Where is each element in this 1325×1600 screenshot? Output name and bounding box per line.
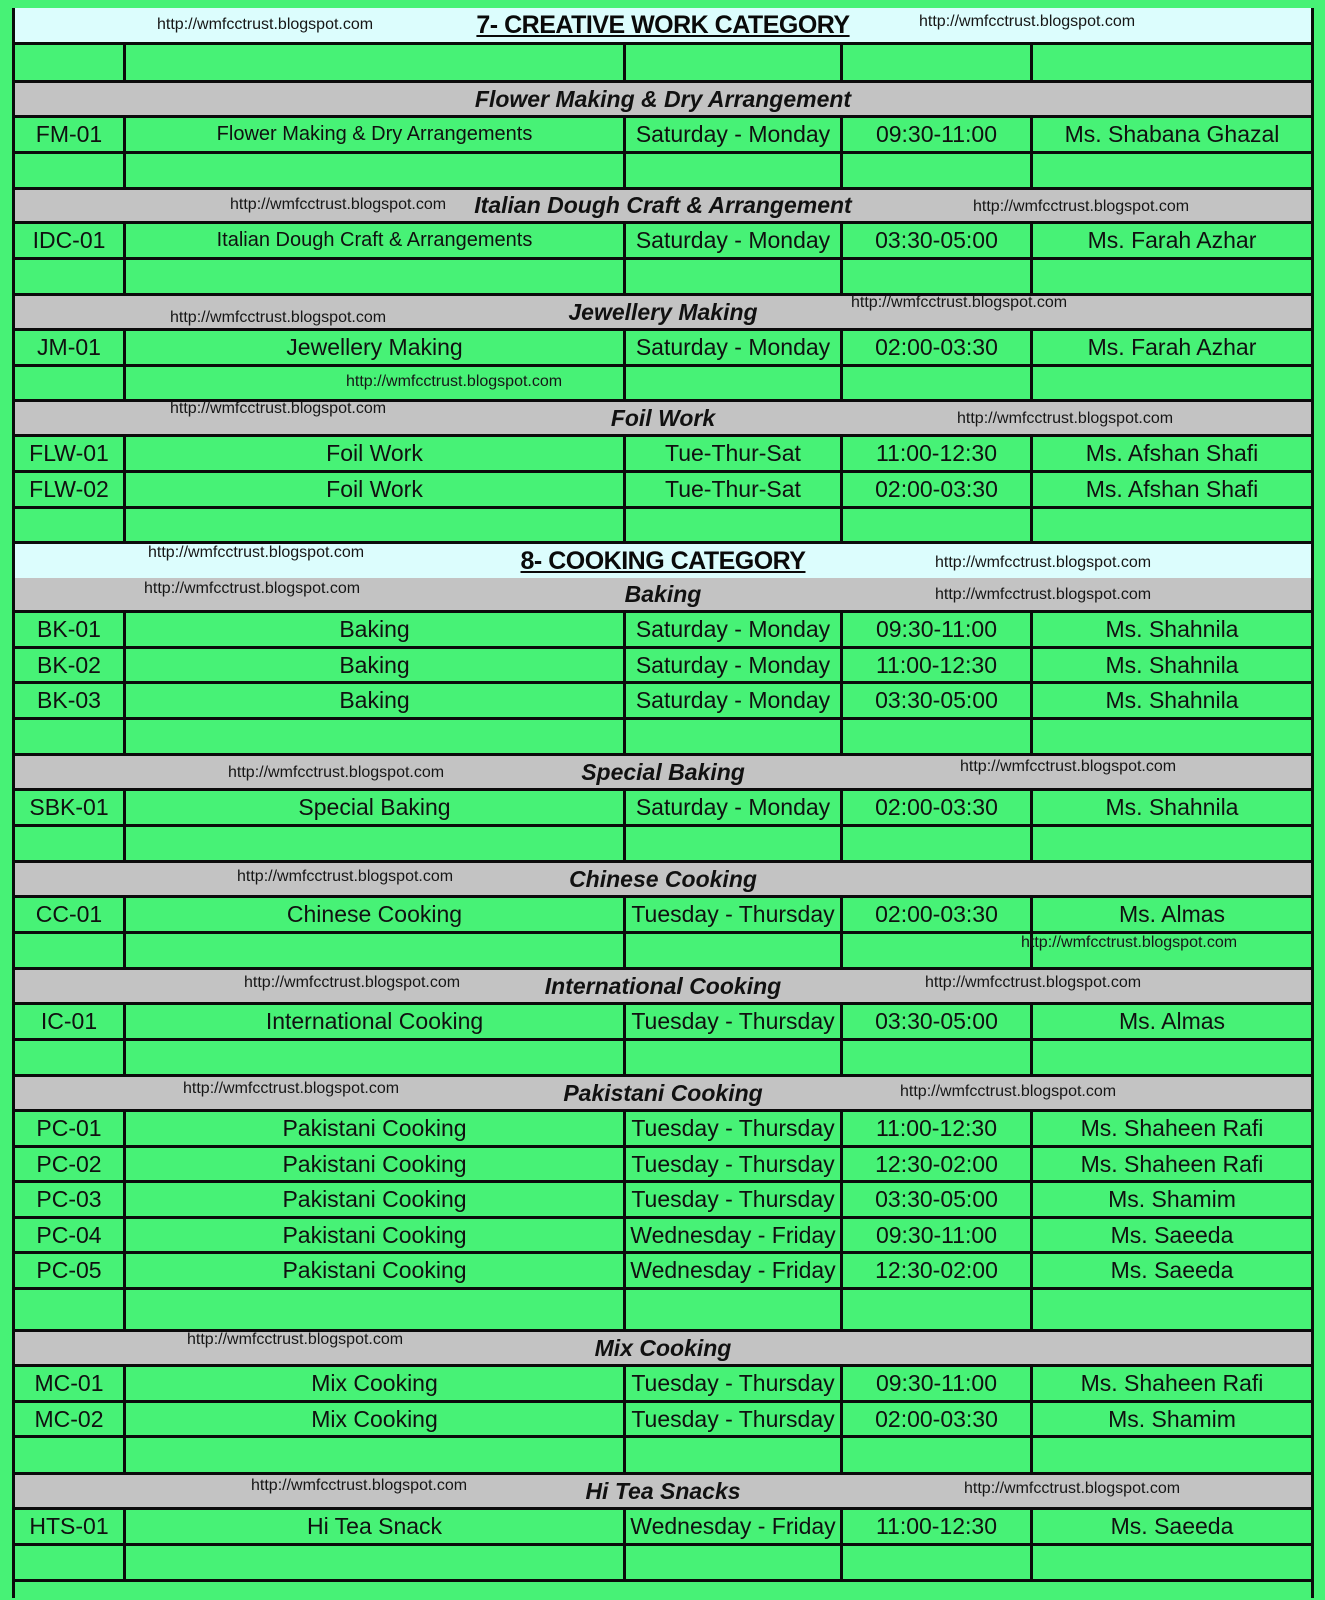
watermark: http://wmfcctrust.blogspot.com xyxy=(960,758,1177,775)
section-row-foil xyxy=(15,402,1311,437)
course-days: Tue-Thur-Sat xyxy=(626,473,843,506)
watermark: http://wmfcctrust.blogspot.com xyxy=(851,294,1068,311)
course-days: Tuesday - Thursday xyxy=(626,898,843,931)
course-title: Hi Tea Snack xyxy=(126,1510,626,1543)
watermark: http://wmfcctrust.blogspot.com xyxy=(170,309,387,326)
course-days: Saturday - Monday xyxy=(626,224,843,257)
section-title-international: International Cooking xyxy=(544,972,782,999)
watermark: http://wmfcctrust.blogspot.com xyxy=(170,400,387,417)
table-row xyxy=(15,1112,1311,1148)
course-teacher: Ms. Shaheen Rafi xyxy=(1080,1150,1264,1177)
table-row xyxy=(15,331,1311,367)
table-row xyxy=(15,1403,1311,1438)
course-time: 12:30-02:00 xyxy=(843,1254,1033,1287)
course-time: 03:30-05:00 xyxy=(843,684,1033,717)
course-teacher: Ms. Shahnila xyxy=(1105,651,1239,678)
course-title: Special Baking xyxy=(126,791,626,824)
course-time: 09:30-11:00 xyxy=(843,1219,1033,1251)
course-teacher: Ms. Saeeda xyxy=(1110,1513,1234,1539)
table-row xyxy=(15,473,1311,509)
table-row xyxy=(15,1219,1311,1254)
course-teacher: Ms. Saeeda xyxy=(1110,1257,1234,1283)
section-row-international xyxy=(15,970,1311,1005)
course-code: MC-02 xyxy=(15,1403,126,1435)
empty-row xyxy=(15,1438,1311,1475)
course-code: SBK-01 xyxy=(15,791,126,824)
empty-row xyxy=(15,934,1311,970)
course-code: HTS-01 xyxy=(15,1510,126,1543)
section-title-flower: Flower Making & Dry Arrangement xyxy=(474,85,852,112)
empty-row xyxy=(15,45,1311,83)
section-title-pakistani: Pakistani Cooking xyxy=(563,1079,763,1106)
course-title: Chinese Cooking xyxy=(126,898,626,931)
course-code: IC-01 xyxy=(15,1005,126,1038)
course-days: Tue-Thur-Sat xyxy=(626,437,843,470)
watermark: http://wmfcctrust.blogspot.com xyxy=(148,544,365,561)
course-title: Pakistani Cooking xyxy=(126,1219,626,1251)
course-time: 03:30-05:00 xyxy=(843,1005,1033,1038)
course-days: Wednesday - Friday xyxy=(626,1219,843,1251)
course-title: Baking xyxy=(126,649,626,681)
course-title: Italian Dough Craft & Arrangements xyxy=(126,224,626,257)
course-teacher: Ms. Almas xyxy=(1118,901,1226,927)
course-time: 02:00-03:30 xyxy=(843,898,1033,931)
course-days: Saturday - Monday xyxy=(626,684,843,717)
watermark: http://wmfcctrust.blogspot.com xyxy=(919,13,1136,30)
empty-row xyxy=(15,827,1311,863)
section-row-baking xyxy=(15,578,1311,613)
table-row xyxy=(15,1148,1311,1183)
watermark: http://wmfcctrust.blogspot.com xyxy=(157,16,374,33)
empty-row xyxy=(15,1290,1311,1332)
course-time: 09:30-11:00 xyxy=(843,613,1033,646)
course-teacher: Ms. Afshan Shafi xyxy=(1085,440,1259,466)
course-code: BK-03 xyxy=(15,684,126,717)
watermark: http://wmfcctrust.blogspot.com xyxy=(346,373,563,390)
table-row xyxy=(15,1183,1311,1219)
course-code: FLW-02 xyxy=(15,473,126,506)
course-title: Foil Work xyxy=(126,437,626,470)
empty-row xyxy=(15,1546,1311,1582)
course-days: Wednesday - Friday xyxy=(626,1254,843,1287)
category-title-creative: 7- CREATIVE WORK CATEGORY xyxy=(476,10,850,39)
course-time: 11:00-12:30 xyxy=(843,437,1033,470)
empty-row xyxy=(15,1041,1311,1077)
course-teacher: Ms. Shamim xyxy=(1108,1186,1236,1212)
watermark: http://wmfcctrust.blogspot.com xyxy=(935,554,1152,571)
course-title: Mix Cooking xyxy=(126,1403,626,1435)
table-row xyxy=(15,649,1311,684)
course-time: 02:00-03:30 xyxy=(843,1403,1033,1435)
watermark: http://wmfcctrust.blogspot.com xyxy=(244,974,461,991)
course-code: PC-01 xyxy=(15,1112,126,1145)
course-code: PC-04 xyxy=(15,1219,126,1251)
section-title-hitea: Hi Tea Snacks xyxy=(585,1477,741,1504)
course-code: PC-02 xyxy=(15,1148,126,1180)
course-time: 11:00-12:30 xyxy=(843,1510,1033,1543)
course-time: 02:00-03:30 xyxy=(843,791,1033,824)
category-title-cooking: 8- COOKING CATEGORY xyxy=(520,546,806,575)
course-code: BK-02 xyxy=(15,649,126,681)
course-title: Pakistani Cooking xyxy=(126,1254,626,1287)
course-teacher: Ms. Shahnila xyxy=(1105,794,1239,820)
section-row-dough xyxy=(15,190,1311,224)
course-title: Jewellery Making xyxy=(126,331,626,364)
section-row-flower xyxy=(15,83,1311,118)
watermark: http://wmfcctrust.blogspot.com xyxy=(1021,934,1238,951)
watermark: http://wmfcctrust.blogspot.com xyxy=(925,974,1142,991)
table-row xyxy=(15,437,1311,473)
watermark: http://wmfcctrust.blogspot.com xyxy=(144,580,361,597)
course-teacher: Ms. Shaheen Rafi xyxy=(1080,1115,1264,1141)
course-days: Tuesday - Thursday xyxy=(626,1148,843,1180)
course-time: 02:00-03:30 xyxy=(843,473,1033,506)
section-title-special-baking: Special Baking xyxy=(581,758,745,785)
section-title-dough: Italian Dough Craft & Arrangement xyxy=(474,192,852,218)
table-row xyxy=(15,898,1311,934)
course-time: 11:00-12:30 xyxy=(843,1112,1033,1145)
category-row-creative xyxy=(15,8,1311,45)
course-teacher: Ms. Farah Azhar xyxy=(1087,227,1257,253)
course-teacher: Ms. Shaheen Rafi xyxy=(1080,1370,1264,1396)
course-time: 02:00-03:30 xyxy=(843,331,1033,364)
table-row xyxy=(15,684,1311,720)
course-code: BK-01 xyxy=(15,613,126,646)
course-days: Saturday - Monday xyxy=(626,791,843,824)
course-time: 11:00-12:30 xyxy=(843,649,1033,681)
course-code: PC-03 xyxy=(15,1183,126,1216)
table-row xyxy=(15,1005,1311,1041)
table-row xyxy=(15,791,1311,827)
table-row xyxy=(15,613,1311,649)
course-time: 03:30-05:00 xyxy=(843,224,1033,257)
empty-row xyxy=(15,367,1311,402)
course-days: Wednesday - Friday xyxy=(626,1510,843,1543)
watermark: http://wmfcctrust.blogspot.com xyxy=(251,1477,468,1494)
course-teacher: Ms. Shahnila xyxy=(1105,616,1239,642)
course-time: 09:30-11:00 xyxy=(843,1367,1033,1400)
section-row-hitea xyxy=(15,1475,1311,1510)
section-title-chinese: Chinese Cooking xyxy=(569,865,757,892)
timetable-sheet xyxy=(12,8,1314,1598)
watermark: http://wmfcctrust.blogspot.com xyxy=(935,586,1152,603)
table-row xyxy=(15,1510,1311,1546)
course-teacher: Ms. Farah Azhar xyxy=(1087,334,1257,360)
course-title: Pakistani Cooking xyxy=(126,1148,626,1180)
course-title: Pakistani Cooking xyxy=(126,1112,626,1145)
course-time: 09:30-11:00 xyxy=(843,118,1033,151)
table-row xyxy=(15,118,1311,154)
course-days: Tuesday - Thursday xyxy=(626,1005,843,1038)
course-title: Pakistani Cooking xyxy=(126,1183,626,1216)
section-row-special-baking xyxy=(15,756,1311,791)
watermark: http://wmfcctrust.blogspot.com xyxy=(964,1480,1181,1497)
empty-row xyxy=(15,509,1311,544)
course-days: Saturday - Monday xyxy=(626,118,843,151)
course-teacher: Ms. Afshan Shafi xyxy=(1085,476,1259,502)
course-code: CC-01 xyxy=(15,898,126,931)
empty-row xyxy=(15,260,1311,296)
course-time: 03:30-05:00 xyxy=(843,1183,1033,1216)
course-teacher: Ms. Shamim xyxy=(1108,1405,1236,1432)
course-teacher: Ms. Almas xyxy=(1118,1008,1226,1034)
watermark: http://wmfcctrust.blogspot.com xyxy=(957,410,1174,427)
category-row-cooking xyxy=(15,544,1311,578)
course-code: MC-01 xyxy=(15,1367,126,1400)
section-title-foil: Foil Work xyxy=(610,404,716,431)
section-row-mix xyxy=(15,1332,1311,1367)
course-days: Saturday - Monday xyxy=(626,331,843,364)
section-row-jewellery xyxy=(15,296,1311,331)
section-row-pakistani xyxy=(15,1077,1311,1112)
course-days: Tuesday - Thursday xyxy=(626,1112,843,1145)
course-days: Tuesday - Thursday xyxy=(626,1183,843,1216)
watermark: http://wmfcctrust.blogspot.com xyxy=(973,198,1190,215)
section-title-mix: Mix Cooking xyxy=(594,1334,732,1361)
course-code: FM-01 xyxy=(15,118,126,151)
course-title: Foil Work xyxy=(126,473,626,506)
course-code: JM-01 xyxy=(15,331,126,364)
table-row xyxy=(15,1254,1311,1290)
course-days: Saturday - Monday xyxy=(626,649,843,681)
section-row-chinese xyxy=(15,863,1311,898)
course-days: Saturday - Monday xyxy=(626,613,843,646)
section-title-baking: Baking xyxy=(624,580,702,607)
course-code: PC-05 xyxy=(15,1254,126,1287)
course-time: 12:30-02:00 xyxy=(843,1148,1033,1180)
course-title: Baking xyxy=(126,684,626,717)
course-title: International Cooking xyxy=(126,1005,626,1038)
watermark: http://wmfcctrust.blogspot.com xyxy=(230,196,447,213)
course-teacher: Ms. Saeeda xyxy=(1110,1221,1234,1248)
course-teacher: Ms. Shahnila xyxy=(1105,687,1239,713)
course-days: Tuesday - Thursday xyxy=(626,1367,843,1400)
course-code: FLW-01 xyxy=(15,437,126,470)
watermark: http://wmfcctrust.blogspot.com xyxy=(187,1331,404,1348)
course-teacher: Ms. Shabana Ghazal xyxy=(1064,121,1280,147)
watermark: http://wmfcctrust.blogspot.com xyxy=(183,1080,400,1097)
empty-row xyxy=(15,720,1311,756)
empty-row xyxy=(15,154,1311,190)
watermark: http://wmfcctrust.blogspot.com xyxy=(237,868,454,885)
course-code: IDC-01 xyxy=(15,224,126,257)
course-title: Flower Making & Dry Arrangements xyxy=(126,118,626,151)
course-days: Tuesday - Thursday xyxy=(626,1403,843,1435)
table-row xyxy=(15,1367,1311,1403)
table-row xyxy=(15,224,1311,260)
watermark: http://wmfcctrust.blogspot.com xyxy=(228,764,445,781)
course-title: Baking xyxy=(126,613,626,646)
section-title-jewellery: Jewellery Making xyxy=(568,298,758,325)
watermark: http://wmfcctrust.blogspot.com xyxy=(900,1083,1117,1100)
course-title: Mix Cooking xyxy=(126,1367,626,1400)
